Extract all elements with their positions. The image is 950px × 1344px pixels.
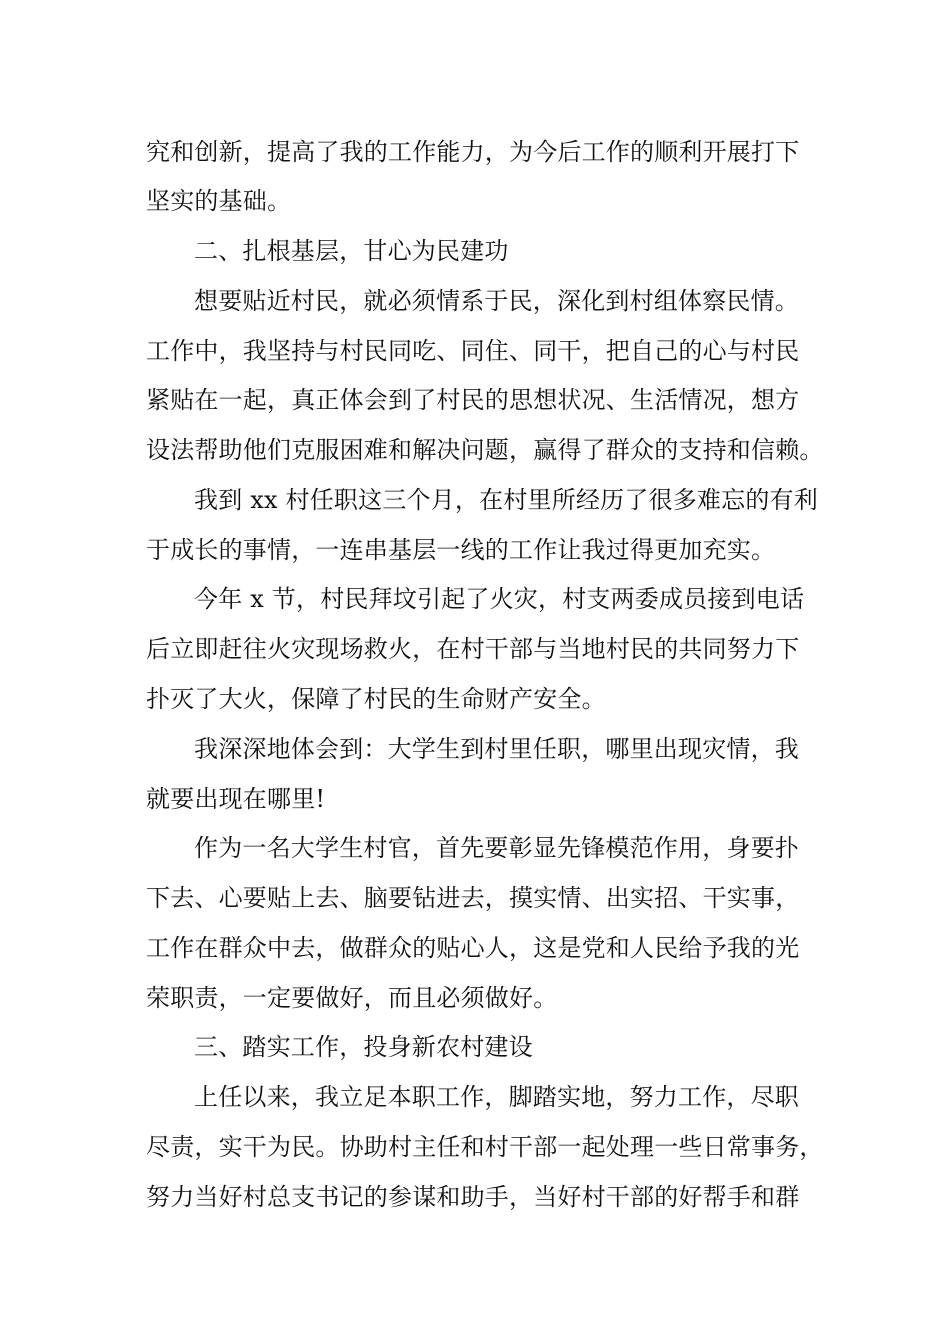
paragraph-start-line: 我到 xx 村任职这三个月，在村里所经历了很多难忘的有利	[194, 486, 818, 514]
text-line: 工作在群众中去，做群众的贴心人，这是党和人民给予我的光	[146, 934, 800, 962]
text-line: 荣职责，一定要做好，而且必须做好。	[146, 984, 558, 1012]
text-line: 坚实的基础。	[146, 187, 292, 215]
section-heading: 二、扎根基层，甘心为民建功	[194, 237, 509, 265]
text-line: 努力当好村总支书记的参谋和助手，当好村干部的好帮手和群	[146, 1183, 800, 1211]
paragraph-start-line: 上任以来，我立足本职工作，脚踏实地，努力工作，尽职	[194, 1083, 799, 1111]
section-heading: 三、踏实工作，投身新农村建设	[194, 1033, 533, 1061]
text-line: 下去、心要贴上去、脑要钻进去，摸实情、出实招、干实事，	[146, 884, 800, 912]
text-line: 就要出现在哪里!	[146, 785, 326, 813]
text-line: 扑灭了大火，保障了村民的生命财产安全。	[146, 685, 606, 713]
paragraph-start-line: 作为一名大学生村官，首先要彰显先锋模范作用，身要扑	[194, 834, 799, 862]
text-line: 究和创新，提高了我的工作能力，为今后工作的顺利开展打下	[146, 138, 800, 166]
text-line: 于成长的事情，一连串基层一线的工作让我过得更加充实。	[146, 536, 776, 564]
text-line: 工作中，我坚持与村民同吃、同住、同干，把自己的心与村民	[146, 337, 800, 365]
text-line: 设法帮助他们克服困难和解决问题，赢得了群众的支持和信赖。	[146, 436, 824, 464]
text-line: 尽责，实干为民。协助村主任和村干部一起处理一些日常事务，	[146, 1133, 824, 1161]
paragraph-start-line: 想要贴近村民，就必须情系于民，深化到村组体察民情。	[194, 287, 799, 315]
paragraph-start-line: 我深深地体会到：大学生到村里任职，哪里出现灾情，我	[194, 735, 799, 763]
text-line: 后立即赶往火灾现场救火，在村干部与当地村民的共同努力下	[146, 635, 800, 663]
text-line: 紧贴在一起，真正体会到了村民的思想状况、生活情况，想方	[146, 386, 800, 414]
paragraph-start-line: 今年 x 节，村民拜坟引起了火灾，村支两委成员接到电话	[194, 585, 805, 613]
